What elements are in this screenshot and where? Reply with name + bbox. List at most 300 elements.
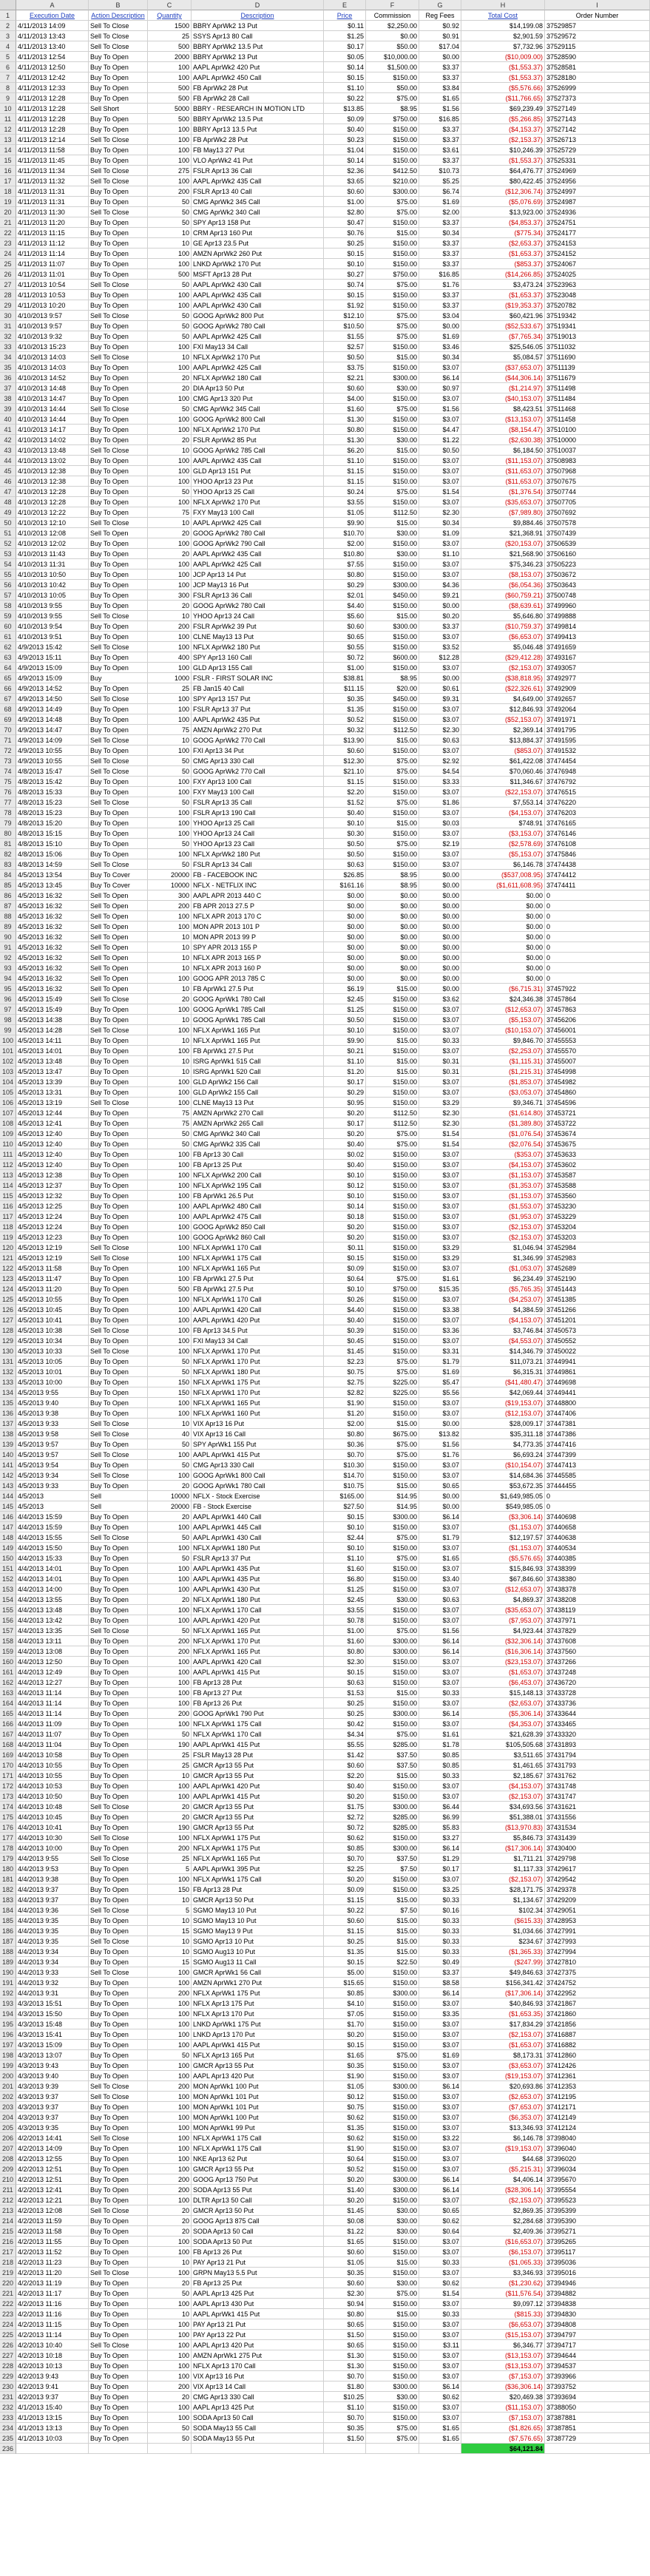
row-number[interactable]: 151: [0, 1563, 16, 1574]
cell-total-cost[interactable]: $64,476.77: [461, 166, 545, 176]
cell-order-number[interactable]: 37433320: [545, 1729, 650, 1740]
cell-description[interactable]: FSLR Apr13 35 Call: [192, 797, 324, 808]
cell-execution-date[interactable]: 4/2/2013 11:58: [16, 2226, 89, 2237]
cell-action[interactable]: Buy To Open: [89, 83, 148, 93]
cell-execution-date[interactable]: 4/2/2013 9:37: [16, 2392, 89, 2402]
cell-total-cost[interactable]: $3,511.65: [461, 1750, 545, 1760]
cell-execution-date[interactable]: 4/5/2013 10:05: [16, 1356, 89, 1367]
cell-total-cost[interactable]: $0.00: [461, 901, 545, 911]
cell-total-cost[interactable]: $8,173.31: [461, 2050, 545, 2061]
cell-action[interactable]: Buy To Open: [89, 1191, 148, 1201]
cell-description[interactable]: GE Apr13 23.5 Put: [192, 238, 324, 249]
cell-quantity[interactable]: 100: [148, 414, 192, 425]
cell-reg-fees[interactable]: $1.69: [419, 2050, 461, 2061]
cell-quantity[interactable]: 100: [148, 1677, 192, 1688]
cell-order-number[interactable]: 37499960: [545, 601, 650, 611]
cell-order-number[interactable]: 37394797: [545, 2330, 650, 2340]
cell-quantity[interactable]: 500: [148, 93, 192, 104]
row-number[interactable]: 170: [0, 1760, 16, 1771]
cell-description[interactable]: SODA Apr13 50 Call: [192, 2226, 324, 2237]
cell-execution-date[interactable]: 4/8/2013 15:10: [16, 839, 89, 849]
cell-quantity[interactable]: 100: [148, 2102, 192, 2112]
cell-action[interactable]: Buy To Open: [89, 1336, 148, 1346]
cell-price[interactable]: $0.50: [324, 849, 366, 859]
cell-reg-fees[interactable]: $3.37: [419, 238, 461, 249]
cell-order-number[interactable]: 0: [545, 1501, 650, 1512]
cell-description[interactable]: NFLX AprWk1 170 Put: [192, 1636, 324, 1646]
cell-total-cost[interactable]: $13,884.37: [461, 735, 545, 746]
cell-quantity[interactable]: 50: [148, 404, 192, 414]
cell-execution-date[interactable]: 4/4/2013 12:49: [16, 1667, 89, 1677]
cell-total-cost[interactable]: ($1,653.07): [461, 2040, 545, 2050]
row-number[interactable]: 140: [0, 1450, 16, 1460]
cell-total-cost[interactable]: ($52,533.67): [461, 321, 545, 331]
cell-reg-fees[interactable]: $1.65: [419, 2433, 461, 2444]
row-number[interactable]: 89: [0, 922, 16, 932]
cell-execution-date[interactable]: 4/11/2013 11:12: [16, 238, 89, 249]
cell-reg-fees[interactable]: $3.52: [419, 642, 461, 652]
cell-price[interactable]: $0.11: [324, 21, 366, 31]
cell-reg-fees[interactable]: $3.07: [419, 1781, 461, 1791]
cell-quantity[interactable]: 100: [148, 1667, 192, 1677]
cell-execution-date[interactable]: 4/4/2013 9:35: [16, 1916, 89, 1926]
cell-action[interactable]: Sell To Close: [89, 756, 148, 766]
cell-price[interactable]: $1.90: [324, 2143, 366, 2154]
cell-commission[interactable]: $150.00: [366, 1149, 419, 1160]
cell-quantity[interactable]: 100: [148, 135, 192, 145]
cell-description[interactable]: BBRY Apr13 13.5 Put: [192, 124, 324, 135]
cell-price[interactable]: $0.80: [324, 2309, 366, 2319]
cell-execution-date[interactable]: 4/5/2013 9:33: [16, 1419, 89, 1429]
row-number[interactable]: 173: [0, 1791, 16, 1802]
cell-commission[interactable]: $150.00: [366, 2029, 419, 2040]
cell-reg-fees[interactable]: $12.28: [419, 652, 461, 663]
cell-execution-date[interactable]: 4/10/2013 9:51: [16, 632, 89, 642]
row-number[interactable]: 202: [0, 2092, 16, 2102]
cell-execution-date[interactable]: 4/10/2013 12:28: [16, 487, 89, 497]
cell-order-number[interactable]: 37505223: [545, 559, 650, 569]
cell-execution-date[interactable]: 4/9/2013 15:09: [16, 673, 89, 683]
cell-commission[interactable]: $150.00: [366, 601, 419, 611]
cell-price[interactable]: $0.20: [324, 2029, 366, 2040]
cell-total-cost[interactable]: ($2,153.07): [461, 2029, 545, 2040]
cell-order-number[interactable]: 37492909: [545, 683, 650, 694]
cell-price[interactable]: $0.02: [324, 1149, 366, 1160]
cell-total-cost[interactable]: ($52,153.07): [461, 714, 545, 725]
cell-quantity[interactable]: 100: [148, 1398, 192, 1408]
cell-quantity[interactable]: 150: [148, 1884, 192, 1895]
cell-quantity[interactable]: 100: [148, 714, 192, 725]
cell-order-number[interactable]: 37444455: [545, 1481, 650, 1491]
cell-total-cost[interactable]: ($10,759.37): [461, 621, 545, 632]
cell-price[interactable]: $1.25: [324, 31, 366, 41]
cell-total-cost[interactable]: ($5,306.14): [461, 1708, 545, 1719]
cell-execution-date[interactable]: 4/5/2013 10:34: [16, 1336, 89, 1346]
cell-price[interactable]: $0.76: [324, 228, 366, 238]
cell-quantity[interactable]: 100: [148, 342, 192, 352]
cell-price[interactable]: $0.55: [324, 642, 366, 652]
cell-quantity[interactable]: 100: [148, 1833, 192, 1843]
cell-reg-fees[interactable]: $0.00: [419, 321, 461, 331]
row-number[interactable]: 74: [0, 766, 16, 777]
cell-order-number[interactable]: 37506539: [545, 538, 650, 549]
cell-total-cost[interactable]: ($815.33): [461, 2309, 545, 2319]
cell-reg-fees[interactable]: $3.07: [419, 1222, 461, 1232]
cell-commission[interactable]: $150.00: [366, 714, 419, 725]
cell-execution-date[interactable]: 4/10/2013 12:28: [16, 497, 89, 507]
cell-reg-fees[interactable]: $0.63: [419, 1595, 461, 1605]
row-number[interactable]: 99: [0, 1025, 16, 1035]
cell-total-cost[interactable]: ($4,153.07): [461, 1781, 545, 1791]
cell-total-cost[interactable]: ($2,630.38): [461, 435, 545, 445]
cell-order-number[interactable]: 37491659: [545, 642, 650, 652]
cell-total-cost[interactable]: ($1,953.07): [461, 1211, 545, 1222]
cell-order-number[interactable]: 37476220: [545, 797, 650, 808]
cell-total-cost[interactable]: $2,369.14: [461, 725, 545, 735]
cell-order-number[interactable]: 37453721: [545, 1108, 650, 1118]
cell-commission[interactable]: $300.00: [366, 1512, 419, 1522]
cell-commission[interactable]: $75.00: [366, 1553, 419, 1563]
cell-price[interactable]: $1.52: [324, 797, 366, 808]
cell-quantity[interactable]: 200: [148, 2381, 192, 2392]
cell-quantity[interactable]: 10: [148, 2309, 192, 2319]
cell-action[interactable]: Buy: [89, 673, 148, 683]
cell-execution-date[interactable]: 4/10/2013 9:55: [16, 601, 89, 611]
cell-execution-date[interactable]: 4/4/2013 15:59: [16, 1512, 89, 1522]
cell-price[interactable]: $1.30: [324, 2350, 366, 2361]
cell-quantity[interactable]: 100: [148, 2009, 192, 2019]
cell-commission[interactable]: $675.00: [366, 1429, 419, 1439]
cell-price[interactable]: $15.65: [324, 1978, 366, 1988]
cell-reg-fees[interactable]: $3.61: [419, 145, 461, 155]
cell-action[interactable]: Buy To Open: [89, 663, 148, 673]
cell-execution-date[interactable]: 4/1/2013 15:40: [16, 2402, 89, 2413]
cell-price[interactable]: $1.45: [324, 2205, 366, 2216]
cell-execution-date[interactable]: 4/10/2013 9:57: [16, 321, 89, 331]
cell-price[interactable]: $2.75: [324, 1377, 366, 1387]
cell-quantity[interactable]: 100: [148, 704, 192, 714]
cell-commission[interactable]: $150.00: [366, 2361, 419, 2371]
cell-description[interactable]: FXY May13 100 Call: [192, 507, 324, 518]
cell-quantity[interactable]: 100: [148, 787, 192, 797]
cell-quantity[interactable]: 100: [148, 2350, 192, 2361]
cell-quantity[interactable]: 50: [148, 1532, 192, 1543]
cell-description[interactable]: SSYS Apr13 80 Call: [192, 31, 324, 41]
cell-action[interactable]: Buy To Open: [89, 1563, 148, 1574]
cell-description[interactable]: MON AprWk1 100 Put: [192, 2081, 324, 2092]
row-number[interactable]: 75: [0, 777, 16, 787]
row-number[interactable]: 47: [0, 487, 16, 497]
cell-description[interactable]: AAPL Apr13 430 Put: [192, 2299, 324, 2309]
cell-order-number[interactable]: 0: [545, 963, 650, 973]
cell[interactable]: [89, 2444, 148, 2454]
cell-total-cost[interactable]: ($6,453.07): [461, 1677, 545, 1688]
cell-commission[interactable]: $8.95: [366, 870, 419, 880]
cell-quantity[interactable]: 75: [148, 725, 192, 735]
cell-price[interactable]: $0.14: [324, 1201, 366, 1211]
cell-execution-date[interactable]: 4/4/2013 9:34: [16, 1957, 89, 1967]
cell-quantity[interactable]: 100: [148, 1543, 192, 1553]
cell-quantity[interactable]: 50: [148, 1367, 192, 1377]
cell-execution-date[interactable]: 4/11/2013 13:40: [16, 41, 89, 52]
cell-execution-date[interactable]: 4/9/2013 14:49: [16, 704, 89, 714]
cell-quantity[interactable]: 100: [148, 580, 192, 590]
cell-total-cost[interactable]: $51,388.01: [461, 1812, 545, 1822]
cell-execution-date[interactable]: 4/4/2013 13:11: [16, 1636, 89, 1646]
cell-commission[interactable]: $75.00: [366, 1532, 419, 1543]
cell-description[interactable]: SPY Apr13 160 Call: [192, 652, 324, 663]
cell-commission[interactable]: $0.00: [366, 963, 419, 973]
cell-reg-fees[interactable]: $3.04: [419, 311, 461, 321]
row-number[interactable]: 195: [0, 2019, 16, 2029]
cell-description[interactable]: FSLR Apr13 40 Call: [192, 186, 324, 197]
cell-quantity[interactable]: 20: [148, 383, 192, 393]
cell-commission[interactable]: $150.00: [366, 1325, 419, 1336]
cell-total-cost[interactable]: ($37,653.07): [461, 362, 545, 373]
cell-reg-fees[interactable]: $3.07: [419, 1004, 461, 1015]
cell-quantity[interactable]: 10: [148, 518, 192, 528]
cell-order-number[interactable]: 37394946: [545, 2278, 650, 2288]
column-header-g[interactable]: G: [419, 0, 461, 10]
cell-quantity[interactable]: 200: [148, 2174, 192, 2185]
cell-quantity[interactable]: 100: [148, 2237, 192, 2247]
cell-order-number[interactable]: 37451266: [545, 1305, 650, 1315]
cell-execution-date[interactable]: 4/11/2013 11:31: [16, 186, 89, 197]
row-number[interactable]: 152: [0, 1574, 16, 1584]
cell-order-number[interactable]: 37447413: [545, 1460, 650, 1470]
cell-order-number[interactable]: 37429617: [545, 1864, 650, 1874]
cell-execution-date[interactable]: 4/5/2013 16:32: [16, 953, 89, 963]
cell-total-cost[interactable]: ($19,353.37): [461, 300, 545, 311]
cell-action[interactable]: Sell To Close: [89, 404, 148, 414]
cell-action[interactable]: Buy To Open: [89, 383, 148, 393]
row-number[interactable]: 90: [0, 932, 16, 942]
row-number[interactable]: 146: [0, 1512, 16, 1522]
cell-reg-fees[interactable]: $3.07: [419, 2413, 461, 2423]
cell-order-number[interactable]: 37529857: [545, 21, 650, 31]
cell-quantity[interactable]: 100: [148, 1998, 192, 2009]
cell-action[interactable]: Buy To Open: [89, 155, 148, 166]
cell-order-number[interactable]: 37394537: [545, 2361, 650, 2371]
cell-description[interactable]: FB Apr13 25 Put: [192, 2278, 324, 2288]
cell-price[interactable]: $0.52: [324, 2164, 366, 2174]
cell-commission[interactable]: $150.00: [366, 1201, 419, 1211]
cell-execution-date[interactable]: 4/8/2013 15:06: [16, 849, 89, 859]
row-number[interactable]: 227: [0, 2350, 16, 2361]
cell-order-number[interactable]: 0: [545, 901, 650, 911]
row-number[interactable]: 216: [0, 2237, 16, 2247]
cell-commission[interactable]: $0.00: [366, 973, 419, 984]
cell-execution-date[interactable]: 4/4/2013 10:58: [16, 1750, 89, 1760]
cell-action[interactable]: Sell To Close: [89, 1253, 148, 1263]
cell-execution-date[interactable]: 4/5/2013 14:28: [16, 1025, 89, 1035]
cell-commission[interactable]: $150.00: [366, 2319, 419, 2330]
cell-execution-date[interactable]: 4/10/2013 14:44: [16, 414, 89, 425]
cell-reg-fees[interactable]: $1.65: [419, 2423, 461, 2433]
cell-execution-date[interactable]: 4/5/2013 13:39: [16, 1077, 89, 1087]
cell-description[interactable]: FB AprWk1 27.5 Put: [192, 984, 324, 994]
cell-description[interactable]: NFLX AprWk2 170 Put: [192, 425, 324, 435]
cell-reg-fees[interactable]: $3.07: [419, 2154, 461, 2164]
cell-order-number[interactable]: 37447416: [545, 1439, 650, 1450]
cell-commission[interactable]: $112.50: [366, 725, 419, 735]
row-number[interactable]: 27: [0, 280, 16, 290]
cell-commission[interactable]: $75.00: [366, 1626, 419, 1636]
cell-price[interactable]: $1.15: [324, 777, 366, 787]
cell-execution-date[interactable]: 4/4/2013 9:53: [16, 1864, 89, 1874]
cell-action[interactable]: Buy To Open: [89, 1947, 148, 1957]
cell-reg-fees[interactable]: $0.33: [419, 2257, 461, 2268]
cell-total-cost[interactable]: $3,746.84: [461, 1325, 545, 1336]
cell-action[interactable]: Buy To Open: [89, 1263, 148, 1274]
cell-commission[interactable]: $15.00: [366, 518, 419, 528]
cell-total-cost[interactable]: $14,684.36: [461, 1470, 545, 1481]
cell-order-number[interactable]: 37453722: [545, 1118, 650, 1129]
cell-total-cost[interactable]: $5,084.57: [461, 352, 545, 362]
cell-order-number[interactable]: 37499413: [545, 632, 650, 642]
cell-order-number[interactable]: 37396040: [545, 2143, 650, 2154]
column-header-a[interactable]: A: [16, 0, 89, 10]
cell-order-number[interactable]: 37427991: [545, 1926, 650, 1936]
cell-action[interactable]: Buy To Open: [89, 2413, 148, 2423]
cell-quantity[interactable]: 10: [148, 445, 192, 456]
cell-description[interactable]: AAPL AprWk1 415 Put: [192, 1740, 324, 1750]
row-number[interactable]: 156: [0, 1615, 16, 1626]
cell-execution-date[interactable]: 4/4/2013 15:50: [16, 1543, 89, 1553]
cell-quantity[interactable]: 100: [148, 2123, 192, 2133]
cell-action[interactable]: Buy To Open: [89, 559, 148, 569]
cell-price[interactable]: $6.19: [324, 984, 366, 994]
cell-reg-fees[interactable]: $3.07: [419, 2019, 461, 2029]
cell-execution-date[interactable]: 4/4/2013 13:42: [16, 1615, 89, 1626]
cell-price[interactable]: $0.95: [324, 1098, 366, 1108]
cell-commission[interactable]: $150.00: [366, 1791, 419, 1802]
cell-quantity[interactable]: 50: [148, 311, 192, 321]
cell-reg-fees[interactable]: $3.33: [419, 777, 461, 787]
row-number[interactable]: 67: [0, 694, 16, 704]
cell-reg-fees[interactable]: $3.07: [419, 1263, 461, 1274]
cell-reg-fees[interactable]: $1.69: [419, 331, 461, 342]
cell-price[interactable]: $0.40: [324, 1781, 366, 1791]
cell-quantity[interactable]: 50: [148, 1626, 192, 1636]
cell-execution-date[interactable]: 4/8/2013 15:20: [16, 818, 89, 828]
row-number[interactable]: 82: [0, 849, 16, 859]
cell-order-number[interactable]: 37507578: [545, 518, 650, 528]
cell-order-number[interactable]: 37500748: [545, 590, 650, 601]
cell-description[interactable]: AAPL AprWk2 430 Call: [192, 300, 324, 311]
cell-commission[interactable]: $150.00: [366, 300, 419, 311]
cell-order-number[interactable]: 37438378: [545, 1584, 650, 1595]
cell-total-cost[interactable]: ($5,076.69): [461, 197, 545, 207]
cell-quantity[interactable]: 10: [148, 942, 192, 953]
cell-quantity[interactable]: 10: [148, 1035, 192, 1046]
cell-reg-fees[interactable]: $0.00: [419, 984, 461, 994]
cell-action[interactable]: Sell To Close: [89, 1025, 148, 1035]
cell-execution-date[interactable]: 4/11/2013 12:28: [16, 93, 89, 104]
cell-commission[interactable]: $150.00: [366, 538, 419, 549]
cell-quantity[interactable]: 10: [148, 735, 192, 746]
cell-action[interactable]: Buy To Open: [89, 1087, 148, 1098]
row-number[interactable]: 77: [0, 797, 16, 808]
cell-execution-date[interactable]: 4/2/2013 12:51: [16, 2174, 89, 2185]
cell-execution-date[interactable]: 4/10/2013 13:48: [16, 445, 89, 456]
cell-reg-fees[interactable]: $0.34: [419, 518, 461, 528]
cell-commission[interactable]: $0.00: [366, 922, 419, 932]
cell-commission[interactable]: $75.00: [366, 1274, 419, 1284]
cell-total-cost[interactable]: ($1,553.07): [461, 1201, 545, 1211]
cell-description[interactable]: NFLX AprWk1 170 Call: [192, 1605, 324, 1615]
row-number[interactable]: 96: [0, 994, 16, 1004]
cell-commission[interactable]: $112.50: [366, 1108, 419, 1118]
cell-commission[interactable]: $150.00: [366, 259, 419, 269]
cell-action[interactable]: Buy To Open: [89, 777, 148, 787]
cell-reg-fees[interactable]: $0.00: [419, 901, 461, 911]
cell-order-number[interactable]: 37510100: [545, 425, 650, 435]
cell-description[interactable]: NFLX - Stock Exercise: [192, 1491, 324, 1501]
cell-price[interactable]: $0.70: [324, 1450, 366, 1460]
cell-commission[interactable]: $300.00: [366, 2174, 419, 2185]
cell-description[interactable]: FXY Apr13 100 Call: [192, 777, 324, 787]
cell-total-cost[interactable]: $5,646.80: [461, 611, 545, 621]
cell-quantity[interactable]: 5000: [148, 104, 192, 114]
cell-quantity[interactable]: 300: [148, 590, 192, 601]
cell-commission[interactable]: $15.00: [366, 1936, 419, 1947]
cell-price[interactable]: $0.60: [324, 186, 366, 197]
cell-description[interactable]: AAPL AprWk1 420 Call: [192, 1305, 324, 1315]
cell-order-number[interactable]: 37506160: [545, 549, 650, 559]
cell-description[interactable]: MON AprWk1 101 Put: [192, 2102, 324, 2112]
cell-description[interactable]: MSFT Apr13 28 Put: [192, 269, 324, 280]
cell-price[interactable]: $1.05: [324, 507, 366, 518]
cell-reg-fees[interactable]: $3.07: [419, 1025, 461, 1035]
row-number[interactable]: 164: [0, 1698, 16, 1708]
row-number[interactable]: 91: [0, 942, 16, 953]
row-number[interactable]: 131: [0, 1356, 16, 1367]
cell-action[interactable]: Buy To Open: [89, 1864, 148, 1874]
cell-reg-fees[interactable]: $0.00: [419, 880, 461, 890]
cell-order-number[interactable]: 37437971: [545, 1615, 650, 1626]
cell-price[interactable]: $2.45: [324, 1595, 366, 1605]
cell-quantity[interactable]: 10: [148, 1936, 192, 1947]
cell-total-cost[interactable]: ($10,009.00): [461, 52, 545, 62]
row-number[interactable]: 228: [0, 2361, 16, 2371]
cell-execution-date[interactable]: 4/5/2013 10:33: [16, 1346, 89, 1356]
row-number[interactable]: 43: [0, 445, 16, 456]
cell-order-number[interactable]: 37457864: [545, 994, 650, 1004]
cell-reg-fees[interactable]: $3.38: [419, 1305, 461, 1315]
cell-commission[interactable]: $210.00: [366, 176, 419, 186]
cell-total-cost[interactable]: $9,846.70: [461, 1035, 545, 1046]
row-number[interactable]: 203: [0, 2102, 16, 2112]
cell-action[interactable]: Sell To Close: [89, 2340, 148, 2350]
cell[interactable]: [366, 2444, 419, 2454]
row-number[interactable]: 108: [0, 1118, 16, 1129]
cell-description[interactable]: MON AprWk1 99 Put: [192, 2123, 324, 2133]
cell-quantity[interactable]: 100: [148, 808, 192, 818]
cell-order-number[interactable]: 37388050: [545, 2402, 650, 2413]
row-number[interactable]: 124: [0, 1284, 16, 1294]
cell-execution-date[interactable]: 4/2/2013 11:20: [16, 2268, 89, 2278]
cell-execution-date[interactable]: 4/5/2013 13:48: [16, 1056, 89, 1066]
total-cost-sum[interactable]: $64,121.84: [461, 2444, 545, 2454]
cell[interactable]: [148, 2444, 192, 2454]
cell[interactable]: [324, 2444, 366, 2454]
cell-reg-fees[interactable]: $3.07: [419, 1408, 461, 1419]
cell-order-number[interactable]: 37412195: [545, 2092, 650, 2102]
cell-execution-date[interactable]: 4/2/2013 12:21: [16, 2195, 89, 2205]
cell-action[interactable]: Buy To Open: [89, 1615, 148, 1626]
cell-execution-date[interactable]: 4/5/2013 13:54: [16, 870, 89, 880]
